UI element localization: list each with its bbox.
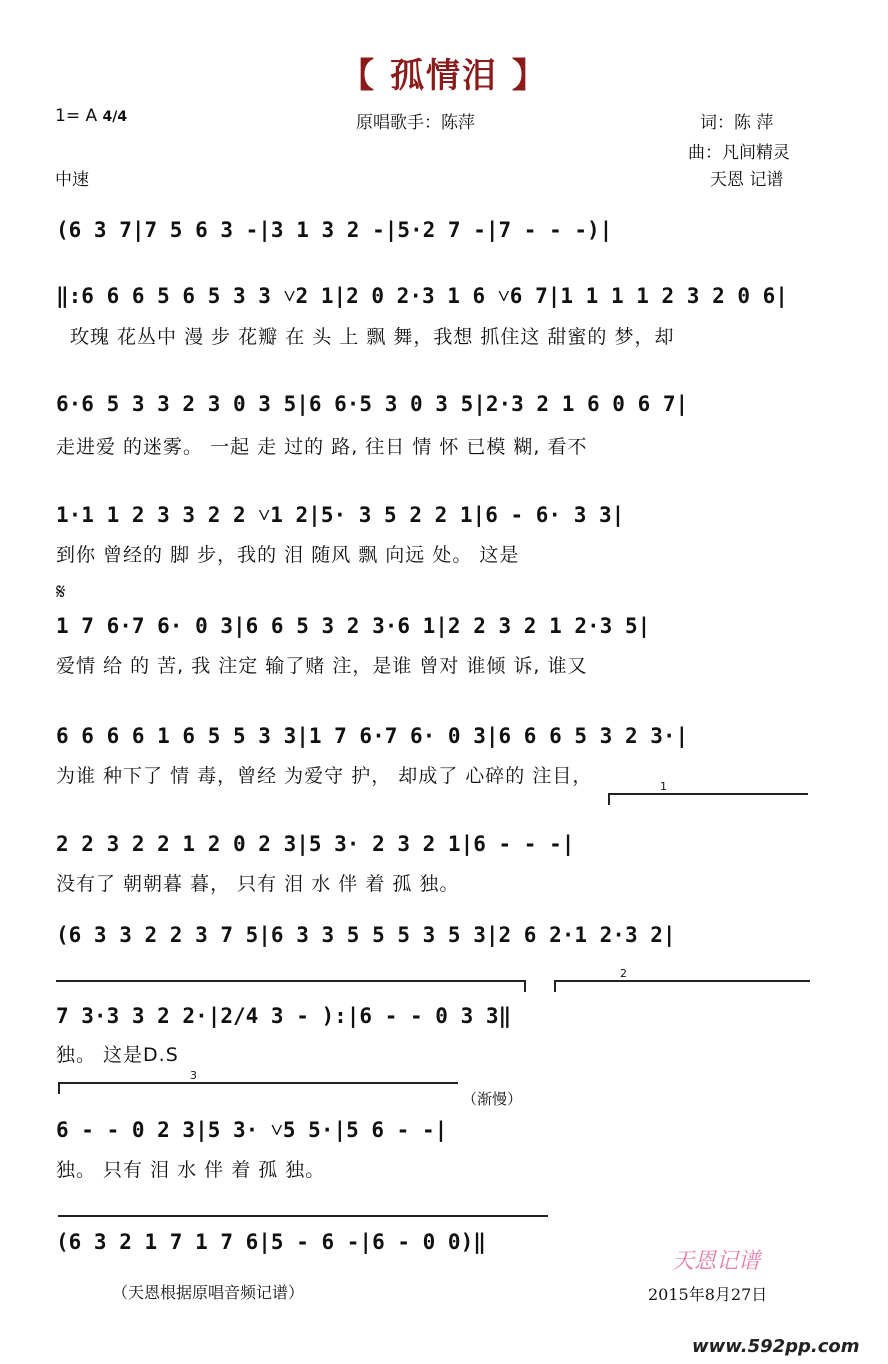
notation-row: ‖:6 6 6 5 6 5 3 3 ˅2 1|2 0 2·3 1 6 ˅6 7|1 1 1 1 2 3 2 0 6| (56, 284, 788, 308)
transcriber: 天恩 记谱 (710, 170, 784, 190)
key-label: 1= A (55, 106, 98, 126)
volta-2-number: 2 (620, 967, 627, 980)
key-signature (55, 106, 127, 126)
transcription-date: 2015年8月27日 (648, 1285, 768, 1304)
lyric-row: 为谁 种下了 情 毒，曾经 为爱守 护， 却成了 心碎的 注目， (56, 765, 593, 787)
lyric-row: 玫瑰 花丛中 漫 步 花瓣 在 头 上 飘 舞，我想 抓住这 甜蜜的 梦，却 (70, 326, 675, 348)
notation-row: (6 3 3 2 2 3 7 5|6 3 3 5 5 5 3 5 3|2 6 2·1 2·3 2| (56, 923, 676, 947)
lyric-row: 爱情 给 的 苦, 我 注定 输了赌 注，是谁 曾对 谁倾 诉, 谁又 (56, 655, 588, 677)
lyric-row: 独。 只有 泪 水 伴 着 孤 独。 (56, 1159, 326, 1181)
source-note: （天恩根据原唱音频记谱） (112, 1283, 305, 1302)
notation-row: 1 7 6·7 6· 0 3|6 6 5 3 2 3·6 1|2 2 3 2 1 2·3 5| (56, 614, 651, 638)
time-signature: 4/4 (102, 109, 128, 125)
volta-1-bracket (608, 793, 808, 795)
notation-row: 6 6 6 6 1 6 5 5 3 3|1 7 6·7 6· 0 3|6 6 6 5 3 2 3·| (56, 724, 689, 748)
notation-row: 6 - - 0 2 3|5 3· ˅5 5·|5 6 - -| (56, 1118, 448, 1142)
song-title: 【 孤情泪 】 (340, 56, 548, 96)
repeat-bracket-tick (524, 980, 526, 992)
notation-row: 6·6 5 3 3 2 3 0 3 5|6 6·5 3 0 3 5|2·3 2 1 6 0 6 7| (56, 392, 689, 416)
volta-3-number: 3 (190, 1069, 197, 1082)
segno-sign: 𝄋 (56, 580, 66, 605)
tempo-marking: 中速 (55, 170, 89, 190)
notation-row: 7 3·3 3 2 2·|2/4 3 - ):|6 - - 0 3 3‖ (56, 1004, 512, 1028)
volta-3-bracket (58, 1082, 458, 1084)
volta-2-bracket (554, 980, 810, 982)
lyric-row: 走进爱 的迷雾。 一起 走 过的 路, 往日 情 怀 已模 糊, 看不 (56, 436, 588, 458)
notation-row: 2 2 3 2 2 1 2 0 2 3|5 3· 2 3 2 1|6 - - -| (56, 832, 575, 856)
transcriber-stamp: 天恩记谱 (672, 1249, 761, 1274)
notation-row: (6 3 7|7 5 6 3 -|3 1 3 2 -|5·2 7 -|7 - - -)| (56, 218, 613, 242)
notation-row: (6 3 2 1 7 1 7 6|5 - 6 -|6 - 0 0)‖ (56, 1230, 486, 1254)
lyric-row: 到你 曾经的 脚 步，我的 泪 随风 飘 向远 处。 这是 (56, 544, 520, 566)
website-watermark: www.592pp.com (692, 1336, 860, 1357)
ending-bracket (58, 1215, 548, 1217)
lyric-row: 独。 这是D.S (56, 1044, 179, 1066)
composer: 曲：凡间精灵 (688, 143, 790, 163)
original-singer: 原唱歌手：陈萍 (356, 113, 475, 133)
volta-1-number: 1 (660, 780, 667, 793)
lyricist: 词：陈 萍 (700, 113, 774, 133)
notation-row: 1·1 1 2 3 3 2 2 ˅1 2|5· 3 5 2 2 1|6 - 6· 3 3| (56, 503, 625, 527)
lyric-row: 没有了 朝朝暮 暮， 只有 泪 水 伴 着 孤 独。 (56, 873, 460, 895)
repeat-bracket (56, 980, 526, 982)
tempo-change: （渐慢） (462, 1090, 523, 1108)
